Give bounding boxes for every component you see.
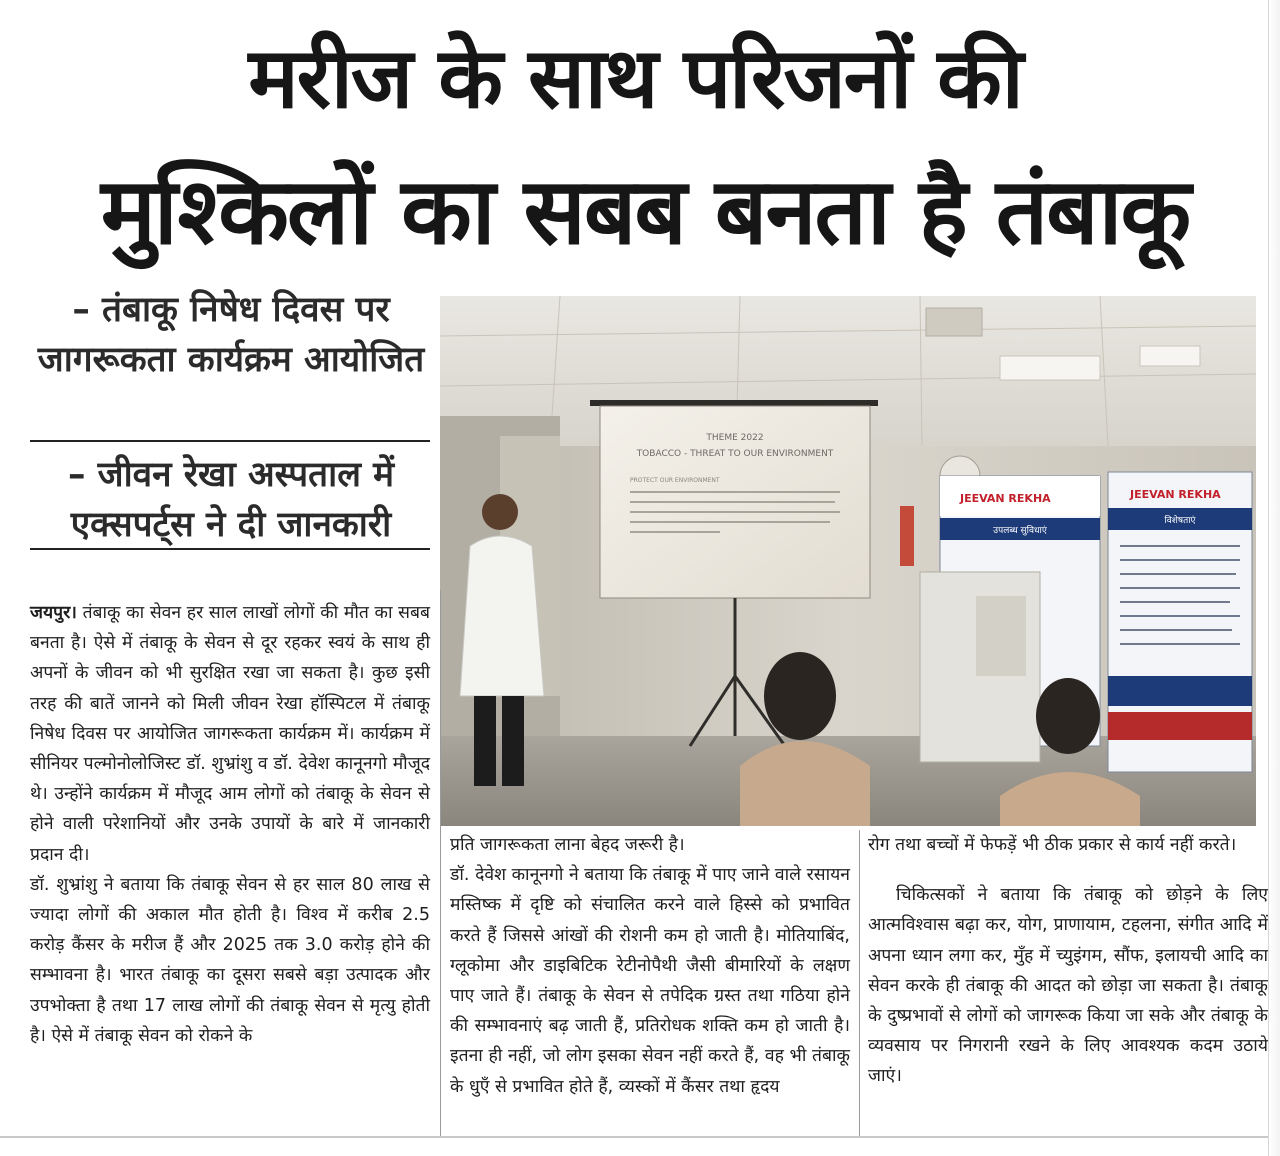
- article-paragraph: तंबाकू का सेवन हर साल लाखों लोगों की मौत का सबब बनता है। ऐसे में तंबाकू के सेवन से दूर रहकर स्वयं के साथ ही अपनों के जीवन को भी सुरक्षित रखा जा सकता है। कुछ इसी तरह की बातें जानने को मिली जीवन रेखा हॉस्पिटल में तंबाकू निषेध दिवस पर आयोजित जागरूकता कार्यक्रम में। कार्यक्रम में सीनियर पल्मोनोलोजिस्ट डॉ. शुभ्रांशु व डॉ. देवेश कानूनगो मौजूद थे। उन्होंने कार्यक्रम में मौजूद आम लोगों को तंबाकू के सेवन से होने वाली परेशानियों और उनके उपायों के बारे में जानकारी प्रदान दी।: [30, 603, 430, 865]
- subhead-divider: [30, 548, 430, 550]
- screen-text-line2: TOBACCO - THREAT TO OUR ENVIRONMENT: [636, 449, 834, 459]
- banner1-heading: उपलब्ध सुविधाएं: [993, 526, 1047, 536]
- screen-text-line1: THEME 2022: [706, 433, 764, 443]
- headline-line-1: मरीज के साथ परिजनों की: [248, 29, 1022, 127]
- article-column-1: [30, 598, 430, 1051]
- column-divider: [440, 590, 441, 1136]
- subhead-2: – जीवन रेखा अस्पताल में एक्सपर्ट्स ने दी जानकारी: [67, 455, 395, 545]
- article-paragraph: डॉ. देवेश कानूनगो ने बताया कि तंबाकू में पाए जाने वाले रसायन मस्तिष्क में दृष्टि को संचालित करने वाले हिस्से को प्रभावित करते हैं जिससे आंखों की रोशनी कम हो जाती है। मोतियाबिंद, ग्लूकोमा और डाइबिटिक रेटीनोपैथी जैसी बीमारियों के लक्षण पाए जाते हैं। तंबाकू के सेवन से तपेदिक ग्रस्त तथा गठिया होने की सम्भावनाएं बढ़ जाती हैं, प्रतिरोधक शक्ति कम हो जाती है। इतना ही नहीं, जो लोग इसका सेवन नहीं करते हैं, वह भी तंबाकू के धुएँ से प्रभावित होते हैं, व्यस्कों में कैंसर तथा हृदय: [450, 865, 850, 1097]
- article-paragraph: डॉ. शुभ्रांशु ने बताया कि तंबाकू सेवन से हर साल 80 लाख से ज्यादा लोगों की अकाल मौत होती है। विश्व में करीब 2.5 करोड़ कैंसर के मरीज हैं और 2025 तक 3.0 करोड़ होने की सम्भावना है। भारत तंबाकू का दूसरा सबसे बड़ा उत्पादक और उपभोक्ता है तथा 17 लाख लोगों की तंबाकू सेवन से मृत्यु होती है। ऐसे में तंबाकू सेवन को रोकने के: [30, 874, 430, 1046]
- subhead-divider: [30, 440, 430, 442]
- adjacent-page-edge: [1268, 0, 1280, 1156]
- headline-line-2: मुश्किलों का सबब बनता है तंबाकू: [100, 158, 1190, 265]
- article-paragraph: प्रति जागरूकता लाना बेहद जरूरी है।: [450, 835, 685, 855]
- column-divider: [859, 830, 860, 1136]
- banner2-heading: विशेषताएं: [1164, 516, 1196, 526]
- article-column-2: [450, 830, 850, 1102]
- dateline: जयपुर।: [30, 603, 77, 623]
- screen-text-line3: PROTECT OUR ENVIRONMENT: [630, 477, 720, 484]
- subhead-1: – तंबाकू निषेध दिवस पर जागरूकता कार्यक्रम आयोजित: [37, 290, 425, 380]
- article-column-3: [868, 830, 1268, 1092]
- article-paragraph: रोग तथा बच्चों में फेफड़ें भी ठीक प्रकार से कार्य नहीं करते।: [868, 835, 1237, 855]
- event-photo: [440, 296, 1256, 826]
- bottom-rule: [0, 1136, 1268, 1138]
- banner1-brand: JEEVAN REKHA: [960, 492, 1051, 505]
- article-paragraph: चिकित्सकों ने बताया कि तंबाकू को छोड़ने के लिए आत्मविश्वास बढ़ा कर, योग, प्राणायाम, टहलना, संगीत आदि में अपना ध्यान लगा कर, मुँह में च्युइंगम, सौंफ, इलायची आदि का सेवन करके ही तंबाकू की आदत को छोड़ा जा सकता है। तंबाकू के दुष्प्रभावों से लोगों को जागरूक किया जा सके और तंबाकू के व्यवसाय पर निगरानी रखने के लिए आवश्यक कदम उठाये जाएं।: [868, 885, 1268, 1087]
- banner2-brand: JEEVAN REKHA: [1130, 488, 1221, 501]
